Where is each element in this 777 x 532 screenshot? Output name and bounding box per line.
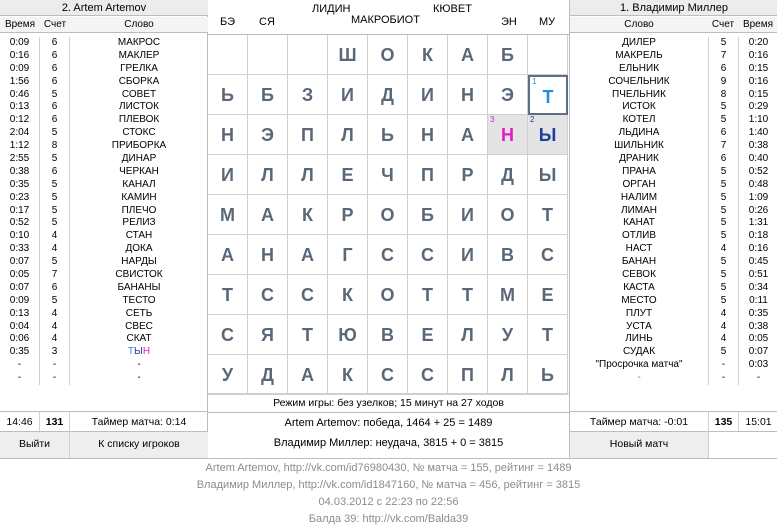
- board-cell[interactable]: Б: [248, 75, 288, 115]
- board-cell[interactable]: А: [208, 235, 248, 275]
- left-move-time: 0:23: [9, 191, 30, 203]
- left-move-word[interactable]: НАРДЫ: [121, 256, 157, 268]
- right-move-time: 0:26: [748, 204, 769, 216]
- result-right-player: Владимир Миллер: неудача, 3815 + 0 = 3815: [273, 437, 504, 449]
- left-move-score: 5: [51, 178, 58, 190]
- left-move-time: 0:16: [9, 49, 30, 61]
- board-cell[interactable]: Б: [488, 35, 528, 75]
- right-move-time: 1:10: [748, 114, 769, 126]
- board-cell[interactable]: С: [368, 355, 408, 395]
- right-move-score: -: [721, 359, 726, 371]
- board-cell[interactable]: Г: [328, 235, 368, 275]
- board-cell[interactable]: И: [448, 235, 488, 275]
- left-move-word[interactable]: -: [137, 372, 141, 384]
- right-total-time: 15:01: [738, 411, 777, 431]
- right-move-score: 7: [720, 140, 727, 152]
- left-move-word[interactable]: ПЛЕВОК: [118, 114, 160, 126]
- right-move-word[interactable]: МЕСТО: [621, 294, 657, 306]
- left-move-time: -: [17, 359, 22, 371]
- right-move-score: 5: [720, 230, 727, 242]
- left-move-word[interactable]: ДИНАР: [121, 153, 157, 165]
- right-move-time: 0:16: [748, 243, 769, 255]
- board-cell[interactable]: Э: [248, 115, 288, 155]
- used-words-bar: [208, 0, 569, 34]
- board-cell[interactable]: Ь: [208, 75, 248, 115]
- left-move-word[interactable]: СТАН: [125, 230, 153, 242]
- left-move-word[interactable]: СЕТЬ: [125, 307, 153, 319]
- board-cell[interactable]: В: [488, 235, 528, 275]
- used-word: ЭН: [501, 16, 517, 28]
- right-move-score: 5: [720, 294, 727, 306]
- right-move-score: 5: [720, 346, 727, 358]
- right-move-word[interactable]: ОТЛИВ: [621, 230, 657, 242]
- left-move-word[interactable]: ГРЕЛКА: [120, 62, 158, 74]
- left-move-time: 0:46: [9, 88, 30, 100]
- right-move-time: 0:20: [748, 37, 769, 48]
- right-move-time: 0:03: [748, 359, 769, 371]
- left-total-time: 14:46: [0, 411, 40, 431]
- right-move-score: 5: [720, 165, 727, 177]
- right-timer-label: Таймер матча:: [589, 416, 662, 428]
- right-move-score: 5: [720, 101, 727, 113]
- right-score-column: [708, 37, 738, 385]
- board-cell[interactable]: Я: [248, 315, 288, 355]
- right-move-score: -: [721, 372, 726, 384]
- right-move-word[interactable]: ПРАНА: [622, 165, 656, 177]
- board-cell[interactable]: А: [248, 195, 288, 235]
- board-cell[interactable]: А: [288, 355, 328, 395]
- right-move-score: 5: [720, 114, 727, 126]
- info-group-link[interactable]: Балда 39: http://vk.com/Balda39: [308, 513, 469, 525]
- player-list-button[interactable]: К списку игроков: [70, 431, 208, 458]
- left-move-word[interactable]: БАНАНЫ: [117, 281, 161, 293]
- letter-order-number: 3: [490, 115, 495, 124]
- board-cell[interactable]: Л: [488, 355, 528, 395]
- left-move-word[interactable]: СВИСТОК: [115, 269, 163, 281]
- left-move-time: 0:38: [9, 165, 30, 177]
- left-move-score: 5: [51, 88, 58, 100]
- info-left-player: Artem Artemov, http://vk.com/id76980430, № матча = 155, рейтинг = 1489: [205, 462, 572, 474]
- board-cell[interactable]: Д: [368, 75, 408, 115]
- left-timer-label: Таймер матча:: [91, 416, 163, 428]
- board-cell[interactable]: Т: [208, 275, 248, 315]
- right-move-word[interactable]: УСТА: [626, 320, 652, 332]
- board-cell[interactable]: С: [408, 235, 448, 275]
- used-word: СЯ: [259, 16, 275, 28]
- board-cell[interactable]: О: [488, 195, 528, 235]
- right-move-word[interactable]: ЛЬДИНА: [618, 127, 660, 139]
- left-move-score: 4: [51, 307, 58, 319]
- board-cell[interactable]: О: [368, 195, 408, 235]
- board-cell[interactable]: З: [288, 75, 328, 115]
- right-move-time: 0:38: [748, 320, 769, 332]
- used-word: БЭ: [220, 16, 236, 28]
- board-cell[interactable]: Е: [408, 315, 448, 355]
- left-move-time: 0:09: [9, 62, 30, 74]
- right-move-word[interactable]: "Просрочка матча": [595, 359, 683, 371]
- board-cell[interactable]: Ю: [328, 315, 368, 355]
- left-move-word[interactable]: МАКРОС: [117, 37, 161, 48]
- board-cell[interactable]: Ш: [328, 35, 368, 75]
- left-timer-value: 0:14: [165, 416, 187, 428]
- left-move-score: 6: [51, 62, 58, 74]
- board-cell[interactable]: [248, 35, 288, 75]
- board-cell[interactable]: Д: [488, 155, 528, 195]
- left-move-word[interactable]: ПЛЕЧО: [121, 204, 157, 216]
- board-cell[interactable]: Л: [288, 155, 328, 195]
- right-move-score: 8: [720, 88, 727, 100]
- left-move-time: 0:10: [9, 230, 30, 242]
- board-cell[interactable]: Л: [328, 115, 368, 155]
- left-move-word[interactable]: [70, 346, 208, 359]
- right-move-word[interactable]: -: [637, 372, 641, 384]
- left-move-score: 5: [51, 294, 58, 306]
- right-move-word[interactable]: ЕЛЬНИК: [618, 62, 660, 74]
- right-timer-value: -0:01: [664, 416, 689, 428]
- left-move-score: 4: [51, 333, 58, 345]
- info-match-date: 04.03.2012 с 22:23 по 22:56: [318, 496, 459, 508]
- right-move-word[interactable]: ИСТОК: [622, 101, 656, 113]
- used-word: КЮВЕТ: [433, 3, 472, 15]
- left-move-score: 5: [51, 217, 58, 229]
- right-move-score: 5: [720, 281, 727, 293]
- letter-order-number: 2: [530, 115, 535, 124]
- left-word-header: Слово: [70, 17, 208, 33]
- board-cell[interactable]: И: [408, 75, 448, 115]
- board-cell[interactable]: Р: [328, 195, 368, 235]
- board-cell[interactable]: Э: [488, 75, 528, 115]
- board-cell[interactable]: У: [488, 315, 528, 355]
- left-move-time: 1:56: [9, 75, 30, 87]
- right-move-word[interactable]: КАНАТ: [623, 217, 655, 229]
- left-move-time: 1:12: [9, 140, 30, 152]
- left-match-timer: [70, 411, 208, 431]
- right-move-score: 5: [720, 269, 727, 281]
- board-cell[interactable]: Н: [208, 115, 248, 155]
- left-move-time: 0:13: [9, 101, 30, 113]
- left-move-score: 5: [51, 204, 58, 216]
- board-cell[interactable]: Ы: [528, 155, 568, 195]
- right-move-word[interactable]: ДИЛЕР: [622, 37, 656, 48]
- left-move-word[interactable]: ЛИСТОК: [119, 101, 159, 113]
- right-move-time: 0:35: [748, 307, 769, 319]
- right-move-score: 5: [720, 256, 727, 268]
- board-cell[interactable]: К: [328, 275, 368, 315]
- right-move-score: 5: [720, 191, 727, 203]
- left-move-word[interactable]: КАМИН: [121, 191, 157, 203]
- right-move-time: 0:07: [748, 346, 769, 358]
- right-move-word[interactable]: ЛИНЬ: [625, 333, 653, 345]
- board-cell[interactable]: И: [328, 75, 368, 115]
- board-cell[interactable]: Н: [408, 115, 448, 155]
- right-move-time: 0:48: [748, 178, 769, 190]
- board-cell[interactable]: М: [208, 195, 248, 235]
- board-cell[interactable]: И: [208, 155, 248, 195]
- board-cell[interactable]: О: [368, 275, 408, 315]
- right-move-score: 6: [720, 62, 727, 74]
- board-cell[interactable]: К: [288, 195, 328, 235]
- left-move-time: 2:04: [9, 127, 30, 139]
- used-word: МУ: [539, 16, 556, 28]
- right-move-word[interactable]: ПЛУТ: [625, 307, 653, 319]
- right-move-score: 4: [720, 307, 727, 319]
- right-move-word[interactable]: МАКРЕЛЬ: [615, 49, 663, 61]
- right-move-time: 0:18: [748, 230, 769, 242]
- right-move-word[interactable]: СУДАК: [622, 346, 656, 358]
- left-move-score: -: [52, 359, 57, 371]
- right-move-score: 5: [720, 37, 727, 48]
- left-move-score: 5: [51, 256, 58, 268]
- right-move-time: 0:52: [748, 165, 769, 177]
- right-time-column: [738, 37, 777, 385]
- board-cell[interactable]: И: [448, 195, 488, 235]
- right-move-score: 5: [720, 178, 727, 190]
- left-move-word[interactable]: МАКЛЕР: [118, 49, 160, 61]
- right-word-header: Слово: [570, 17, 708, 33]
- board-cell[interactable]: У: [208, 355, 248, 395]
- board-cell[interactable]: С: [248, 275, 288, 315]
- board-cell[interactable]: О: [368, 35, 408, 75]
- result-left-player: Artem Artemov: победа, 1464 + 25 = 1489: [208, 412, 569, 433]
- right-move-time: 0:38: [748, 140, 769, 152]
- right-time-header: Время: [738, 17, 777, 33]
- left-move-score: 6: [51, 49, 58, 61]
- left-move-time: 0:13: [9, 307, 30, 319]
- word-letter: Н: [142, 346, 151, 358]
- right-footer-blank: [708, 431, 777, 458]
- right-move-score: 5: [720, 204, 727, 216]
- left-move-score: 4: [51, 320, 58, 332]
- left-move-time: 0:17: [9, 204, 30, 216]
- board-cell[interactable]: Л: [248, 155, 288, 195]
- left-move-score: 6: [51, 114, 58, 126]
- word-letter: Т: [127, 346, 134, 358]
- right-move-word[interactable]: НАСТ: [625, 243, 653, 255]
- board-cell[interactable]: П: [408, 155, 448, 195]
- board-cell[interactable]: С: [288, 275, 328, 315]
- right-move-score: 9: [720, 75, 727, 87]
- right-move-word[interactable]: КОТЕЛ: [622, 114, 656, 126]
- left-move-score: 4: [51, 243, 58, 255]
- left-word-column: [70, 37, 208, 385]
- right-move-time: 0:51: [748, 269, 769, 281]
- right-move-time: 1:09: [748, 191, 769, 203]
- board-cell[interactable]: Ь: [368, 115, 408, 155]
- left-move-word[interactable]: СТОКС: [122, 127, 156, 139]
- board-cell[interactable]: Е: [328, 155, 368, 195]
- left-move-word[interactable]: СОВЕТ: [121, 88, 157, 100]
- board-cell[interactable]: Ы 2: [528, 115, 568, 155]
- left-move-word[interactable]: ДОКА: [125, 243, 153, 255]
- left-player-panel: [0, 0, 208, 458]
- right-move-score: 5: [720, 217, 727, 229]
- left-move-score: 6: [51, 37, 58, 48]
- left-move-time: 0:35: [9, 178, 30, 190]
- right-move-time: 0:05: [748, 333, 769, 345]
- left-move-word[interactable]: ПРИБОРКА: [111, 140, 167, 152]
- board-cell[interactable]: Е: [528, 275, 568, 315]
- left-move-word[interactable]: СКАТ: [126, 333, 152, 345]
- right-move-time: 0:40: [748, 153, 769, 165]
- right-move-word[interactable]: ЛИМАН: [621, 204, 657, 216]
- left-move-time: 0:09: [9, 37, 30, 48]
- right-move-word[interactable]: СЕВОК: [622, 269, 656, 281]
- right-move-score: 7: [720, 49, 727, 61]
- board-cell[interactable]: Т: [288, 315, 328, 355]
- board-cell[interactable]: Н: [248, 235, 288, 275]
- match-info: [0, 458, 777, 532]
- right-move-time: 1:31: [748, 217, 769, 229]
- right-word-column: [570, 37, 708, 385]
- left-move-score: 8: [51, 140, 58, 152]
- board-cell[interactable]: В: [368, 315, 408, 355]
- board-cell[interactable]: Т 1: [528, 75, 568, 115]
- left-move-word[interactable]: ЧЕРКАН: [119, 165, 159, 177]
- board-cell[interactable]: К: [408, 35, 448, 75]
- left-time-header: Время: [0, 17, 40, 33]
- right-total-score: 135: [708, 411, 738, 431]
- left-time-column: [0, 37, 40, 385]
- right-move-time: 0:15: [748, 88, 769, 100]
- used-word: ЛИДИН: [312, 3, 351, 15]
- board-cell[interactable]: [288, 35, 328, 75]
- right-move-word[interactable]: НАЛИМ: [620, 191, 658, 203]
- right-move-time: 1:40: [748, 127, 769, 139]
- left-move-time: 0:33: [9, 243, 30, 255]
- left-move-time: 0:05: [9, 269, 30, 281]
- exit-button[interactable]: Выйти: [0, 431, 70, 458]
- board-cell[interactable]: Д: [248, 355, 288, 395]
- board-cell[interactable]: А: [448, 115, 488, 155]
- board-cell[interactable]: [528, 35, 568, 75]
- left-move-word[interactable]: ТЕСТО: [122, 294, 156, 306]
- left-move-score: 6: [51, 165, 58, 177]
- left-total-score: 131: [40, 411, 70, 431]
- right-move-word[interactable]: КАСТА: [623, 281, 655, 293]
- left-move-word[interactable]: СБОРКА: [118, 75, 160, 87]
- right-move-score: 4: [720, 320, 727, 332]
- right-move-time: 0:34: [748, 281, 769, 293]
- board-cell[interactable]: Ч: [368, 155, 408, 195]
- left-move-word[interactable]: КАНАЛ: [122, 178, 156, 190]
- left-move-time: 0:35: [9, 346, 30, 358]
- board-cell[interactable]: Б: [408, 195, 448, 235]
- left-move-score: 7: [51, 269, 58, 281]
- right-player-title: 1. Владимир Миллер: [570, 0, 777, 16]
- right-move-score: 4: [720, 333, 727, 345]
- board-cell[interactable]: С: [208, 315, 248, 355]
- right-move-time: 0:16: [748, 75, 769, 87]
- right-move-time: 0:11: [749, 294, 768, 306]
- board-cell[interactable]: А: [448, 35, 488, 75]
- board-cell[interactable]: С: [368, 235, 408, 275]
- right-match-timer: [570, 411, 708, 431]
- right-move-word[interactable]: БАНАН: [621, 256, 657, 268]
- board-cell[interactable]: Т: [448, 275, 488, 315]
- left-move-score: 5: [51, 127, 58, 139]
- right-move-score: 4: [720, 243, 727, 255]
- right-move-word[interactable]: ДРАНИК: [619, 153, 659, 165]
- left-move-score: 3: [51, 346, 58, 358]
- left-move-time: -: [17, 372, 22, 384]
- left-move-time: 0:07: [9, 281, 30, 293]
- left-move-score: -: [52, 372, 57, 384]
- right-move-time: -: [756, 372, 761, 384]
- left-move-time: 0:52: [9, 217, 30, 229]
- left-move-score: 6: [51, 281, 58, 293]
- board-cell[interactable]: Т: [408, 275, 448, 315]
- letter-order-number: 1: [532, 77, 537, 86]
- left-move-time: 0:09: [9, 294, 30, 306]
- right-move-time: 0:29: [748, 101, 769, 113]
- board-cell[interactable]: А: [288, 235, 328, 275]
- board-cell[interactable]: С: [528, 235, 568, 275]
- right-score-header: Счет: [708, 17, 738, 33]
- right-player-panel: [569, 0, 777, 458]
- board-cell[interactable]: Л: [448, 315, 488, 355]
- left-player-title: 2. Artem Artemov: [0, 0, 208, 16]
- left-move-score: 6: [51, 75, 58, 87]
- left-move-word[interactable]: -: [137, 359, 141, 371]
- left-score-header: Счет: [40, 17, 70, 33]
- game-center: [208, 0, 569, 458]
- right-move-time: 0:45: [748, 256, 769, 268]
- info-right-player: Владимир Миллер, http://vk.com/id1847160, № матча = 456, рейтинг = 3815: [196, 479, 581, 491]
- board-cell[interactable]: К: [328, 355, 368, 395]
- board-cell[interactable]: С: [408, 355, 448, 395]
- board-cell[interactable]: [208, 35, 248, 75]
- board-cell[interactable]: М: [488, 275, 528, 315]
- left-move-word[interactable]: РЕЛИЗ: [122, 217, 156, 229]
- right-move-word[interactable]: СОЧЕЛЬНИК: [608, 75, 670, 87]
- left-move-word[interactable]: СВЕС: [125, 320, 153, 332]
- left-move-score: 5: [51, 153, 58, 165]
- board-cell[interactable]: Н: [448, 75, 488, 115]
- right-move-word[interactable]: ПЧЕЛЬНИК: [612, 88, 666, 100]
- board-cell[interactable]: Н 3: [488, 115, 528, 155]
- board-cell[interactable]: Р: [448, 155, 488, 195]
- board-cell[interactable]: П: [288, 115, 328, 155]
- left-move-time: 0:07: [9, 256, 30, 268]
- right-move-time: 0:15: [748, 62, 769, 74]
- right-move-word[interactable]: ШИЛЬНИК: [614, 140, 664, 152]
- right-move-score: 6: [720, 127, 727, 139]
- board-cell[interactable]: Т: [528, 315, 568, 355]
- right-move-time: 0:16: [748, 49, 769, 61]
- right-move-score: 6: [720, 153, 727, 165]
- left-move-time: 0:12: [9, 114, 30, 126]
- right-move-word[interactable]: ОРГАН: [622, 178, 656, 190]
- board-cell[interactable]: П: [448, 355, 488, 395]
- board-cell[interactable]: Ь: [528, 355, 568, 395]
- board-cell[interactable]: Т: [528, 195, 568, 235]
- game-board: [208, 34, 569, 393]
- left-move-score: 6: [51, 101, 58, 113]
- game-mode: Режим игры: без узелков; 15 минут на 27 ходов: [208, 393, 569, 412]
- new-match-button[interactable]: Новый матч: [570, 431, 708, 458]
- word-letter: Ы: [134, 346, 143, 358]
- left-move-score: 5: [51, 191, 58, 203]
- left-score-column: [40, 37, 70, 385]
- left-move-time: 0:04: [9, 320, 30, 332]
- left-move-score: 4: [51, 230, 58, 242]
- used-word: МАКРОБИОТ: [351, 14, 420, 26]
- left-move-time: 2:55: [9, 153, 30, 165]
- left-move-time: 0:06: [9, 333, 30, 345]
